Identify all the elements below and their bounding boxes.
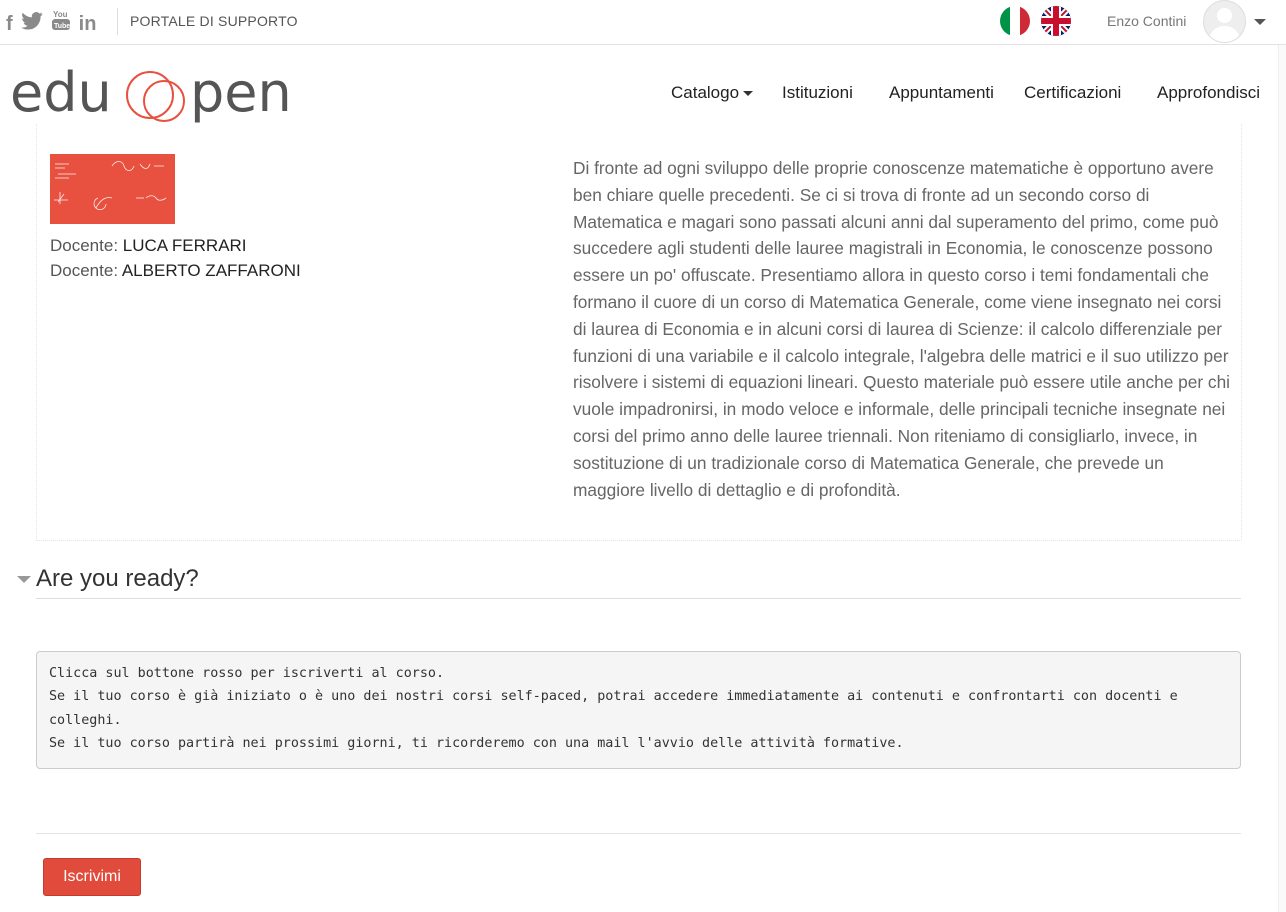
teacher-name[interactable]: LUCA FERRARI: [122, 236, 247, 255]
collapse-caret-icon[interactable]: [17, 576, 31, 583]
social-links: [6, 8, 96, 39]
teacher-line: [50, 236, 247, 256]
uk-flag-icon[interactable]: [1041, 6, 1071, 36]
italian-flag-icon[interactable]: [1000, 6, 1030, 36]
info-line: Se il tuo corso è già iniziato o è uno dei nostri corsi self-paced, potrai accedere immediatamente ai contenuti e confrontarti con docenti e colleghi.: [49, 689, 1178, 728]
linkedin-icon[interactable]: in: [78, 12, 97, 35]
section-title[interactable]: Are you ready?: [36, 565, 199, 592]
teacher-line: [50, 261, 301, 281]
info-line: Se il tuo corso partirà nei prossimi giorni, ti ricorderemo con una mail l'avvio delle attività formative.: [49, 735, 904, 751]
svg-text:pen: pen: [190, 61, 292, 124]
info-line: Clicca sul bottone rosso per iscriverti al corso.: [49, 666, 445, 681]
main-header: [0, 45, 1286, 131]
divider: [36, 833, 1241, 834]
enrollment-info-box: [36, 651, 1241, 769]
top-utility-bar: [0, 0, 1286, 45]
nav-certificazioni[interactable]: Certificazioni: [1024, 83, 1122, 102]
support-portal-link[interactable]: PORTALE DI SUPPORTO: [130, 13, 298, 29]
facebook-icon[interactable]: f: [6, 12, 13, 35]
twitter-icon[interactable]: [21, 11, 43, 37]
teacher-name[interactable]: ALBERTO ZAFFARONI: [121, 261, 301, 280]
avatar[interactable]: [1203, 0, 1246, 43]
enroll-button[interactable]: Iscrivimi: [43, 858, 141, 896]
course-thumbnail: [50, 154, 175, 224]
caret-down-icon: [743, 91, 753, 96]
user-name[interactable]: Enzo Contini: [1107, 13, 1187, 29]
eduopen-logo[interactable]: [10, 57, 310, 134]
nav-approfondisci[interactable]: Approfondisci: [1157, 83, 1261, 102]
nav-catalogo[interactable]: Catalogo: [671, 83, 753, 103]
chevron-down-icon[interactable]: [1254, 19, 1266, 25]
teacher-label: Docente:: [50, 261, 119, 280]
nav-appuntamenti[interactable]: Appuntamenti: [889, 83, 994, 102]
svg-text:You: You: [52, 10, 68, 19]
teacher-label: Docente:: [50, 236, 119, 255]
svg-text:edu: edu: [10, 61, 112, 124]
divider: [117, 8, 118, 35]
course-description: Di fronte ad ogni sviluppo delle proprie conoscenze matematiche è opportuno avere ben chiare quelle precedenti. Se ci si trova di fronte ad un secondo corso di Matematica e magari sono passati alcuni anni dal superamento del primo, come può succedere agli studenti delle lauree magistrali in Economia, le conoscenze possono essere un po' offuscate. Presentiamo allora in questo corso i temi fondamentali che formano il cuore di un corso di Matematica Generale, come viene insegnato nei corsi di laurea di Economia e in alcuni corsi di laurea di Scienze: il calcolo differenziale per funzioni di una variabile e il calcolo integrale, l'algebra delle matrici e il suo utilizzo per risolvere i sistemi di equazioni lineari. Questo materiale può essere utile anche per chi vuole impadronirsi, in modo veloce e informale, delle principali tecniche insegnate nei corsi del primo anno delle lauree triennali. Non riteniamo di consigliarlo, invece, in sostituzione di un tradizionale corso di Matematica Generale, che prevede un maggiore livello di dettaglio e di profondità.: [573, 158, 1231, 500]
nav-istituzioni[interactable]: Istituzioni: [782, 83, 853, 102]
divider: [36, 598, 1241, 599]
youtube-icon[interactable]: [51, 8, 71, 39]
svg-text:Tube: Tube: [53, 23, 70, 30]
scrollbar[interactable]: [1278, 45, 1286, 912]
